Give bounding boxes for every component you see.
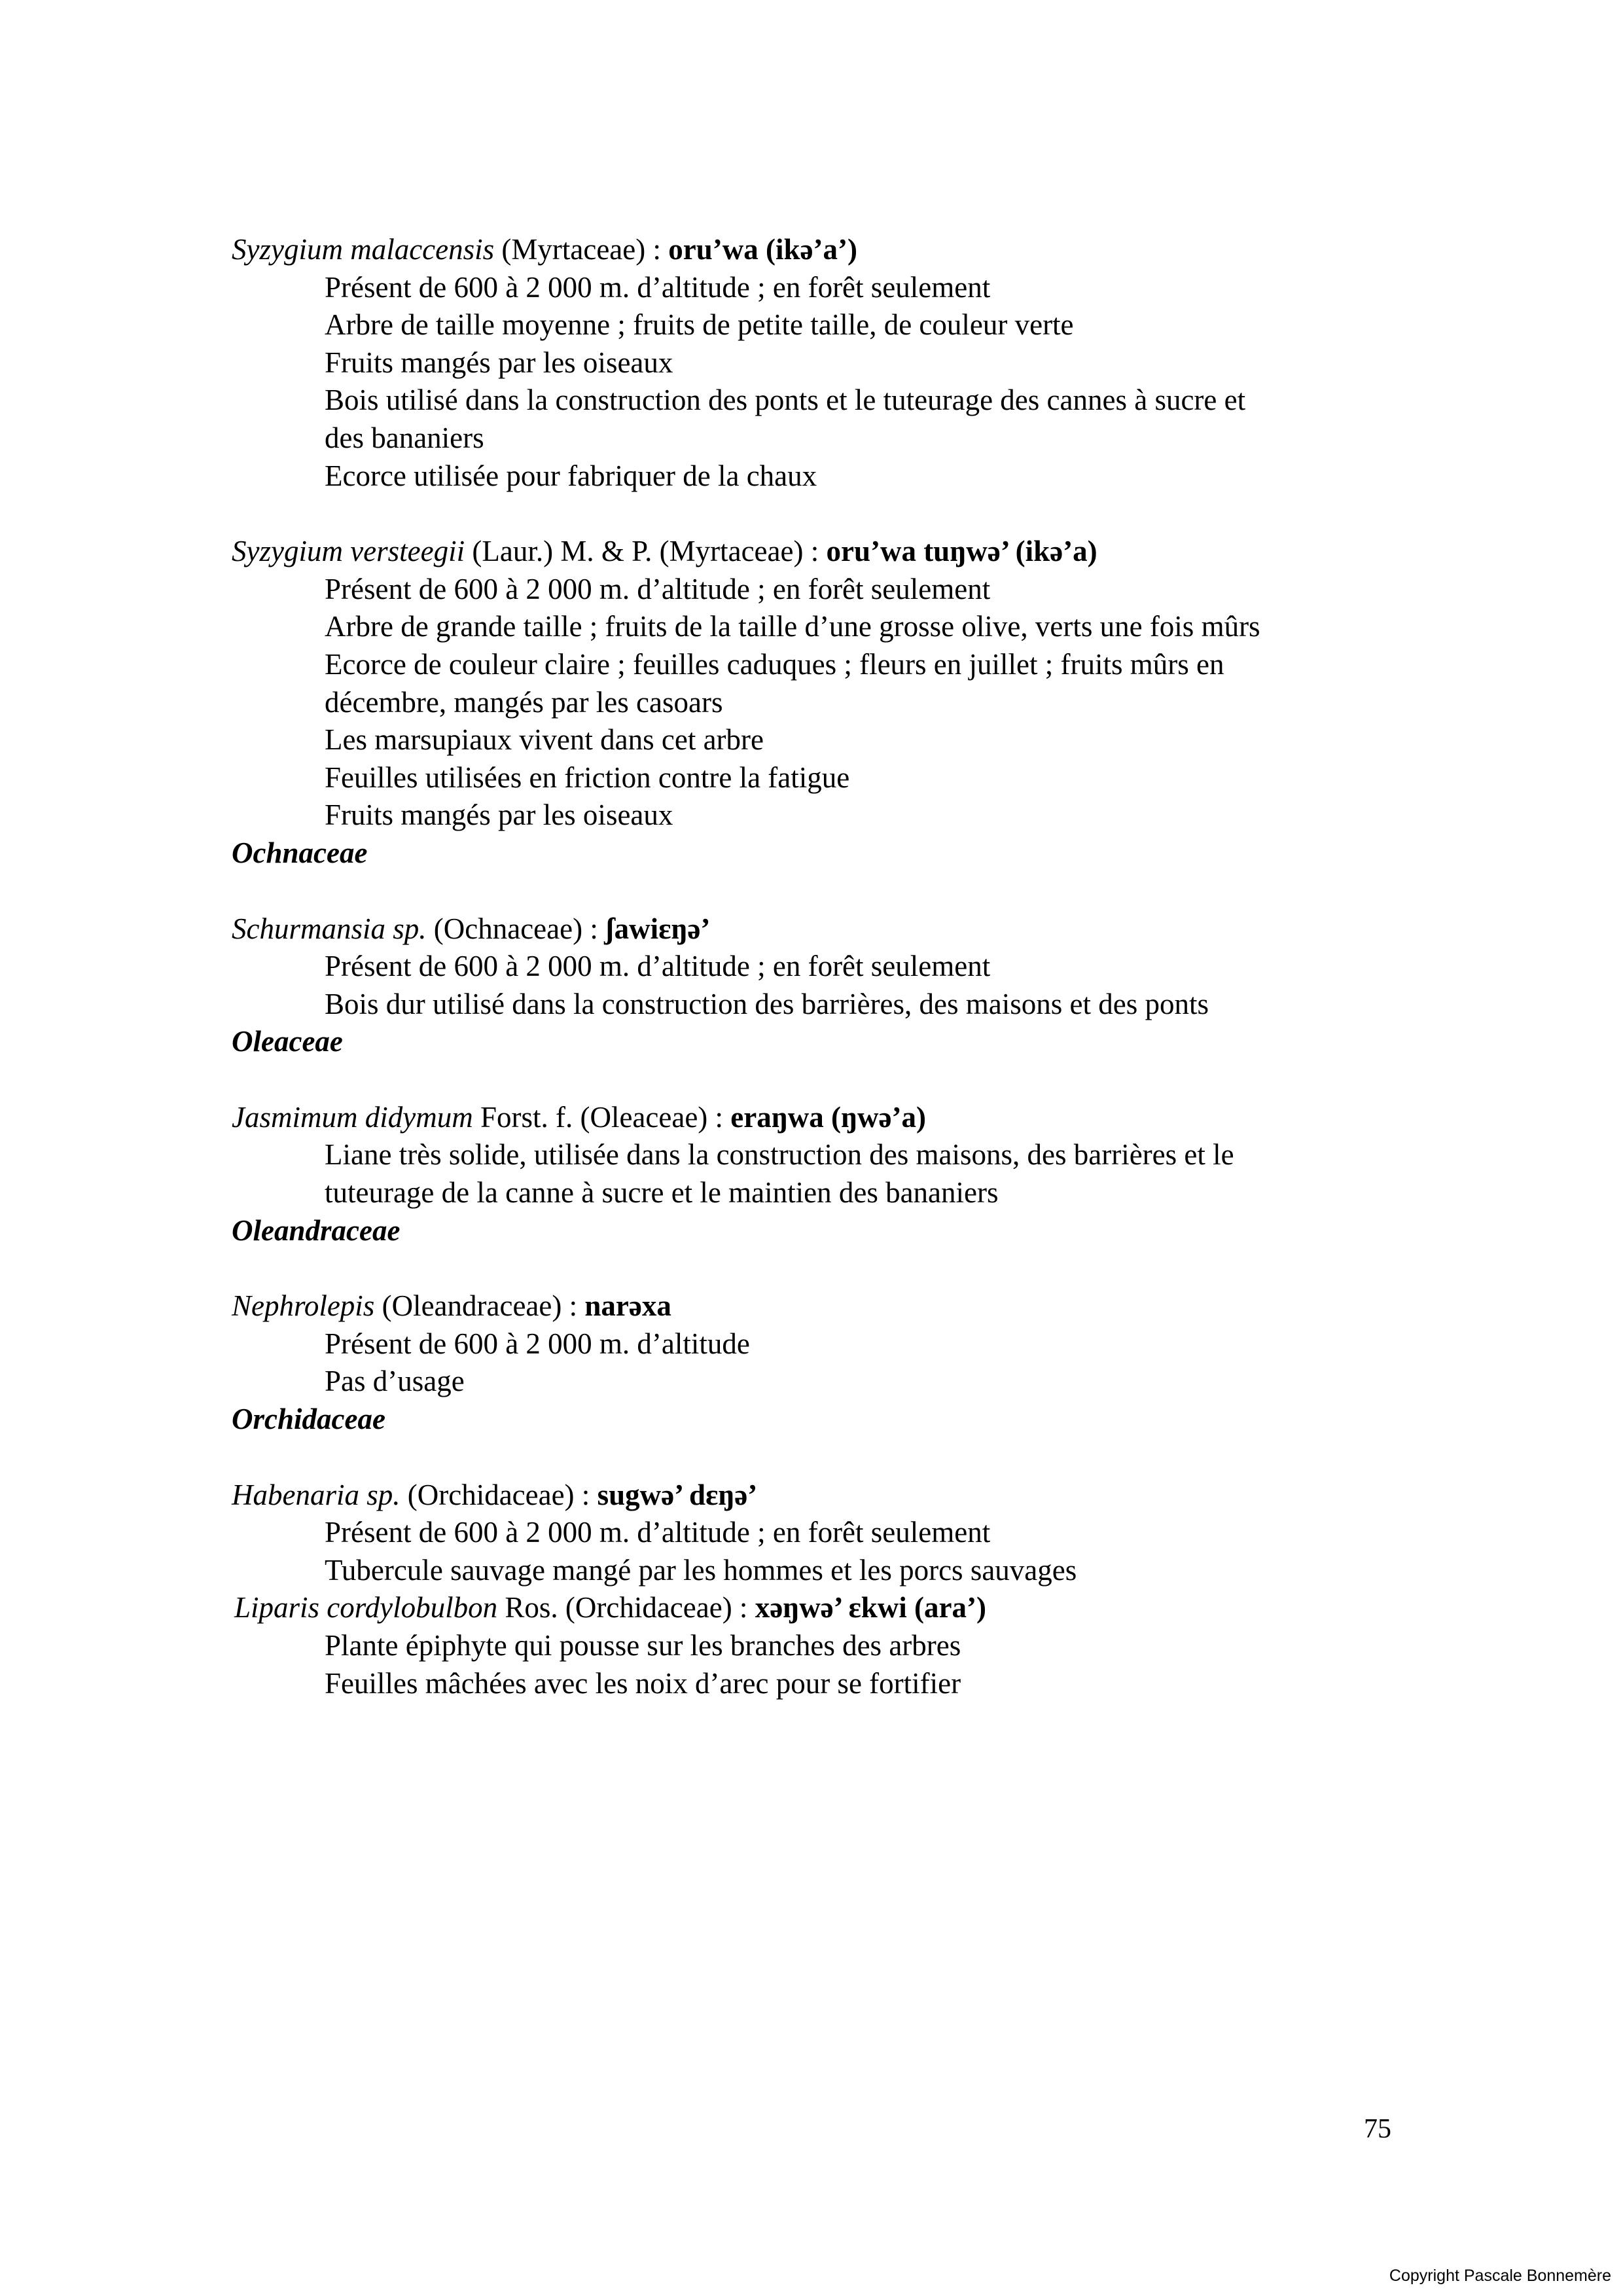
description-line: Fruits mangés par les oiseaux bbox=[325, 798, 673, 832]
scientific-name: Nephrolepis bbox=[232, 1289, 375, 1323]
description-line: Présent de 600 à 2 000 m. d’altitude bbox=[325, 1327, 750, 1360]
family-heading-orchidaceae: Orchidaceae bbox=[232, 1403, 385, 1436]
entry-syzygium-versteegii bbox=[232, 533, 1436, 834]
description-line: Pas d’usage bbox=[325, 1365, 465, 1398]
description-line: Arbre de grande taille ; fruits de la taille d’une grosse olive, verts une fois mûrs bbox=[325, 610, 1260, 643]
scientific-name: Jasmimum didymum bbox=[232, 1100, 473, 1134]
entry-jasmimum-didymum bbox=[232, 1099, 1436, 1212]
description-line: Ecorce de couleur claire ; feuilles caduques ; fleurs en juillet ; fruits mûrs en bbox=[325, 647, 1224, 681]
entry-syzygium-malaccensis bbox=[232, 231, 1436, 495]
page-content bbox=[232, 231, 1436, 1702]
description-line: Feuilles utilisées en friction contre la fatigue bbox=[325, 761, 850, 794]
vernacular-name: oru’wa (ikə’a’) bbox=[668, 233, 857, 266]
entry-liparis bbox=[232, 1589, 1436, 1702]
authority-family: (Myrtaceae) : bbox=[494, 233, 669, 266]
copyright-notice: Copyright Pascale Bonnemère bbox=[1389, 2267, 1611, 2285]
description-line: Arbre de taille moyenne ; fruits de petite taille, de couleur verte bbox=[325, 308, 1074, 342]
vernacular-name: sugwə’ dɛŋə’ bbox=[597, 1478, 758, 1511]
scientific-name: Habenaria sp. bbox=[232, 1478, 401, 1511]
description-line: Plante épiphyte qui pousse sur les branches des arbres bbox=[325, 1629, 961, 1662]
entry-title bbox=[234, 1589, 1436, 1627]
entry-title bbox=[232, 910, 1436, 948]
entry-title bbox=[232, 231, 1436, 269]
entry-habenaria bbox=[232, 1477, 1436, 1590]
entry-description bbox=[232, 948, 1436, 1023]
description-line: Ecorce utilisée pour fabriquer de la chaux bbox=[325, 459, 817, 492]
family-heading-oleandraceae: Oleandraceae bbox=[232, 1213, 401, 1247]
description-line: Bois dur utilisé dans la construction des barrières, des maisons et des ponts bbox=[325, 987, 1209, 1020]
page-number: 75 bbox=[1364, 2114, 1391, 2144]
authority-family: (Laur.) M. & P. (Myrtaceae) : bbox=[465, 535, 827, 568]
scientific-name: Syzygium versteegii bbox=[232, 535, 465, 568]
vernacular-name: oru’wa tuŋwə’ (ikə’a) bbox=[826, 535, 1097, 568]
description-line: Présent de 600 à 2 000 m. d’altitude ; en forêt seulement bbox=[325, 1516, 991, 1549]
description-line: Présent de 600 à 2 000 m. d’altitude ; en forêt seulement bbox=[325, 950, 991, 983]
authority-family: Ros. (Orchidaceae) : bbox=[497, 1591, 755, 1624]
entry-description bbox=[232, 571, 1436, 834]
family-heading-ochnaceae: Ochnaceae bbox=[232, 836, 368, 869]
entry-title bbox=[232, 533, 1436, 571]
entry-title bbox=[232, 1287, 1436, 1325]
vernacular-name: xəŋwə’ ɛkwi (ara’) bbox=[755, 1591, 986, 1624]
vernacular-name: eraŋwa (ŋwə’a) bbox=[730, 1100, 926, 1134]
entry-title bbox=[232, 1477, 1436, 1515]
description-line: tuteurage de la canne à sucre et le maintien des bananiers bbox=[325, 1176, 999, 1210]
description-line: Tubercule sauvage mangé par les hommes et les porcs sauvages bbox=[325, 1553, 1077, 1587]
authority-family: (Ochnaceae) : bbox=[426, 912, 606, 945]
entry-description bbox=[232, 1627, 1436, 1702]
entry-description bbox=[232, 1136, 1436, 1211]
description-line: décembre, mangés par les casoars bbox=[325, 685, 723, 719]
scientific-name: Syzygium malaccensis bbox=[232, 233, 495, 266]
vernacular-name: ʃawiɛŋə’ bbox=[605, 912, 711, 945]
description-line: Fruits mangés par les oiseaux bbox=[325, 346, 673, 379]
description-line: des bananiers bbox=[325, 421, 484, 454]
scientific-name: Schurmansia sp. bbox=[232, 912, 427, 945]
entry-description bbox=[232, 269, 1436, 495]
authority-family: (Oleandraceae) : bbox=[374, 1289, 585, 1323]
description-line: Feuilles mâchées avec les noix d’arec pour se fortifier bbox=[325, 1666, 961, 1700]
entry-title bbox=[232, 1099, 1436, 1137]
authority-family: Forst. f. (Oleaceae) : bbox=[473, 1100, 731, 1134]
description-line: Les marsupiaux vivent dans cet arbre bbox=[325, 723, 764, 757]
description-line: Bois utilisé dans la construction des ponts et le tuteurage des cannes à sucre et bbox=[325, 384, 1246, 417]
entry-description bbox=[232, 1514, 1436, 1589]
entry-nephrolepis bbox=[232, 1287, 1436, 1401]
description-line: Présent de 600 à 2 000 m. d’altitude ; en forêt seulement bbox=[325, 270, 991, 304]
family-heading-oleaceae: Oleaceae bbox=[232, 1025, 343, 1058]
description-line: Liane très solide, utilisée dans la construction des maisons, des barrières et le bbox=[325, 1138, 1234, 1172]
description-line: Présent de 600 à 2 000 m. d’altitude ; en forêt seulement bbox=[325, 572, 991, 605]
entry-schurmansia bbox=[232, 910, 1436, 1024]
vernacular-name: narəxa bbox=[584, 1289, 671, 1323]
scientific-name: Liparis cordylobulbon bbox=[234, 1591, 498, 1624]
entry-description bbox=[232, 1325, 1436, 1401]
authority-family: (Orchidaceae) : bbox=[400, 1478, 597, 1511]
